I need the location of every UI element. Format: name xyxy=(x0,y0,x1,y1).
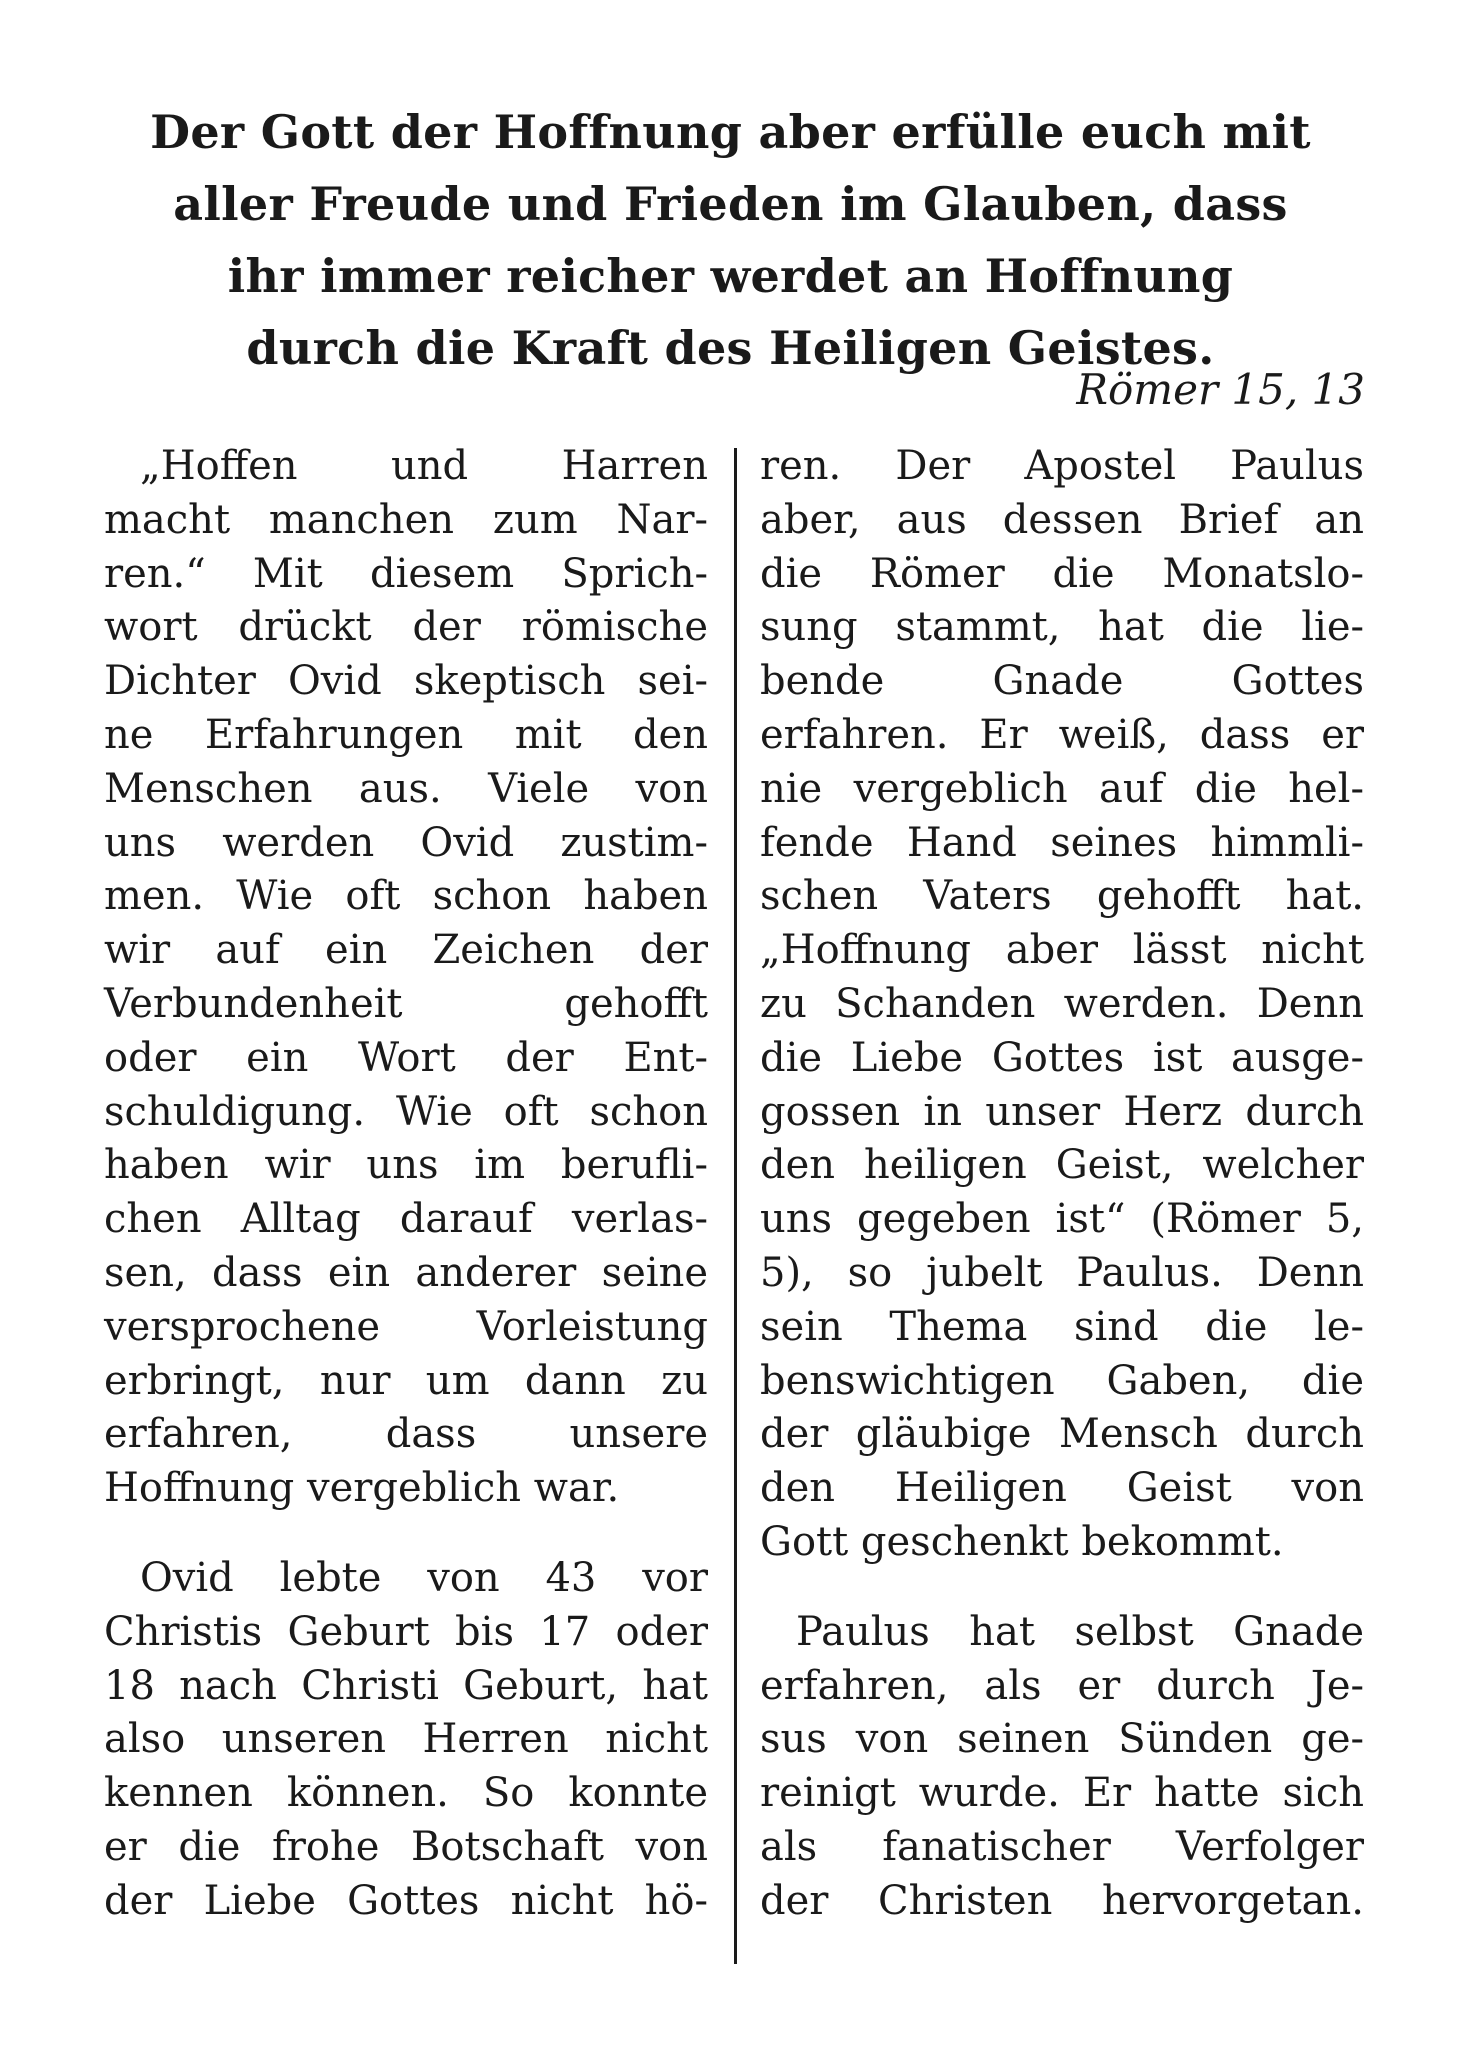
text-line: erfahren. Er weiß, dass er xyxy=(760,711,1364,758)
text-line: ne Erfahrungen mit den xyxy=(104,711,708,758)
verse-reference: Römer 15, 13 xyxy=(1076,365,1365,414)
text-line: den Heiligen Geist von xyxy=(760,1465,1364,1512)
text-line: Ovid lebte von 43 vor xyxy=(140,1554,708,1601)
text-line: benswichtigen Gaben, die xyxy=(760,1357,1364,1404)
text-line: die Liebe Gottes ist ausge- xyxy=(760,1034,1364,1081)
text-line: kennen können. So konnte xyxy=(104,1770,708,1817)
right-paragraph-2 xyxy=(760,1606,1364,1929)
text-line: Hoffnung vergeblich war. xyxy=(104,1465,620,1512)
text-line: ren. Der Apostel Paulus xyxy=(760,443,1364,489)
text-line: aber, aus dessen Brief an xyxy=(760,496,1364,543)
text-line: schuldigung. Wie oft schon xyxy=(104,1088,708,1135)
text-line: men. Wie oft schon haben xyxy=(104,873,708,920)
text-line: Paulus hat selbst Gnade xyxy=(796,1608,1364,1655)
text-line: erfahren, dass unsere xyxy=(104,1411,708,1458)
text-line: erfahren, als er durch Je- xyxy=(760,1662,1364,1709)
text-line: der Christen hervorgetan. xyxy=(760,1877,1364,1924)
right-paragraph-1 xyxy=(760,440,1364,1570)
left-column xyxy=(104,440,708,1929)
text-line: Gott geschenkt bekommt. xyxy=(760,1518,1284,1565)
text-line: macht manchen zum Nar- xyxy=(104,496,708,543)
heading-line: ihr immer reicher werdet an Hoffnung xyxy=(227,249,1234,303)
text-line: 18 nach Christi Geburt, hat xyxy=(104,1662,708,1709)
text-line: also unseren Herren nicht xyxy=(104,1716,708,1763)
text-line: fende Hand seines himmli- xyxy=(760,819,1364,866)
text-line: den heiligen Geist, welcher xyxy=(760,1142,1364,1189)
text-line: sus von seinen Sünden ge- xyxy=(760,1716,1364,1763)
heading-line: aller Freude und Frieden im Glauben, dass xyxy=(173,177,1288,231)
bible-verse-heading xyxy=(100,96,1361,384)
heading-line: durch die Kraft des Heiligen Geistes. xyxy=(246,321,1215,375)
text-line: er die frohe Botschaft von xyxy=(104,1823,708,1870)
text-line: der gläubige Mensch durch xyxy=(760,1411,1364,1458)
text-line: uns gegeben ist“ (Römer 5, xyxy=(760,1196,1364,1243)
text-line: wir auf ein Zeichen der xyxy=(104,927,708,974)
text-line: Verbundenheit gehofft xyxy=(104,980,708,1027)
right-column xyxy=(760,440,1364,1929)
heading-line: Der Gott der Hoffnung aber erfülle euch mit xyxy=(150,105,1311,159)
text-line: Menschen aus. Viele von xyxy=(104,765,708,812)
text-line: 5), so jubelt Paulus. Denn xyxy=(760,1249,1364,1296)
text-line: Dichter Ovid skeptisch sei- xyxy=(104,658,708,705)
text-line: wort drückt der römische xyxy=(104,604,708,651)
text-line: uns werden Ovid zustim- xyxy=(104,819,708,866)
text-line: haben wir uns im berufli- xyxy=(104,1142,708,1189)
text-line: sein Thema sind die le- xyxy=(760,1303,1364,1350)
text-line: versprochene Vorleistung xyxy=(104,1303,708,1350)
left-paragraph-2 xyxy=(104,1552,708,1929)
text-line: nie vergeblich auf die hel- xyxy=(760,765,1364,812)
text-line: erbringt, nur um dann zu xyxy=(104,1357,708,1404)
text-line: „Hoffen und Harren xyxy=(140,443,708,489)
text-line: als fanatischer Verfolger xyxy=(760,1823,1364,1870)
text-line: der Liebe Gottes nicht hö- xyxy=(104,1877,708,1924)
text-line: Christis Geburt bis 17 oder xyxy=(104,1608,708,1655)
text-line: bende Gnade Gottes xyxy=(760,658,1364,705)
text-line: sung stammt, hat die lie- xyxy=(760,604,1364,651)
text-line: chen Alltag darauf verlas- xyxy=(104,1196,708,1243)
text-line: „Hoffnung aber lässt nicht xyxy=(760,927,1364,974)
text-line: ren.“ Mit diesem Sprich- xyxy=(104,550,708,597)
text-line: zu Schanden werden. Denn xyxy=(760,980,1364,1027)
column-divider xyxy=(734,448,737,1964)
text-line: oder ein Wort der Ent- xyxy=(104,1034,708,1081)
text-line: gossen in unser Herz durch xyxy=(760,1088,1364,1135)
text-line: reinigt wurde. Er hatte sich xyxy=(760,1770,1364,1817)
left-paragraph-1 xyxy=(104,440,708,1516)
text-line: die Römer die Monatslo- xyxy=(760,550,1364,597)
text-line: schen Vaters gehofft hat. xyxy=(760,873,1364,920)
text-line: sen, dass ein anderer seine xyxy=(104,1249,708,1296)
